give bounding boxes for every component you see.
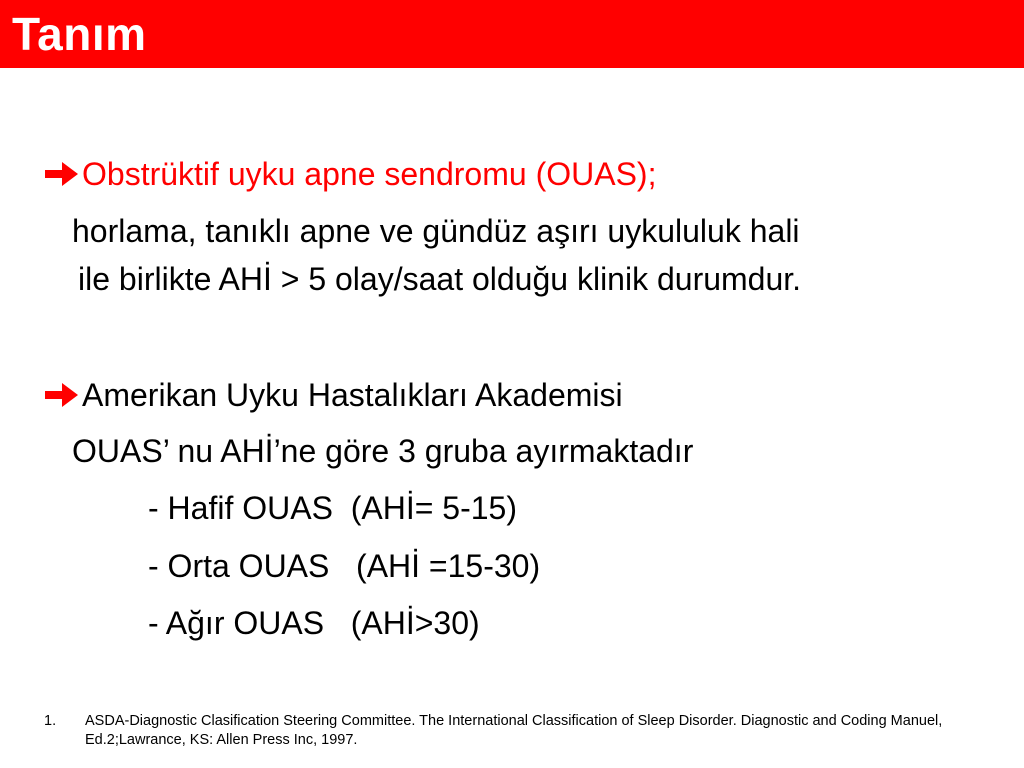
- footnote-text: ASDA-Diagnostic Clasification Steering Committee. The International Classification of Sleep Disorder. Diagnostic and Coding Manuel, Ed.2;Lawrance, KS: Allen Press Inc, 1997.: [85, 713, 943, 748]
- bullet-2-line-1: OUAS’ nu AHİ’ne göre 3 gruba ayırmaktadır: [72, 433, 694, 469]
- group-mild: - Hafif OUAS (AHİ= 5-15): [148, 490, 517, 526]
- bullet-2-heading: Amerikan Uyku Hastalıkları Akademisi: [82, 377, 623, 413]
- footnote-number: 1.: [44, 713, 57, 729]
- right-arrow-icon: [44, 157, 80, 197]
- group-moderate: - Orta OUAS (AHİ =15-30): [148, 548, 541, 584]
- group-severe: - Ağır OUAS (AHİ>30): [148, 605, 480, 641]
- title-bar: [0, 0, 1024, 68]
- bullet-1-heading-row: [44, 154, 656, 197]
- bullet-1-heading: Obstrüktif uyku apne sendromu (OUAS);: [82, 156, 657, 192]
- bullet-1-line-2: ile birlikte AHİ > 5 olay/saat olduğu klinik durumdur.: [78, 261, 802, 297]
- slide-title: Tanım: [12, 8, 147, 60]
- bullet-1-line-1: horlama, tanıklı apne ve gündüz aşırı uykululuk hali: [72, 213, 800, 249]
- right-arrow-icon: [44, 378, 80, 418]
- bullet-2-heading-row: [44, 375, 623, 418]
